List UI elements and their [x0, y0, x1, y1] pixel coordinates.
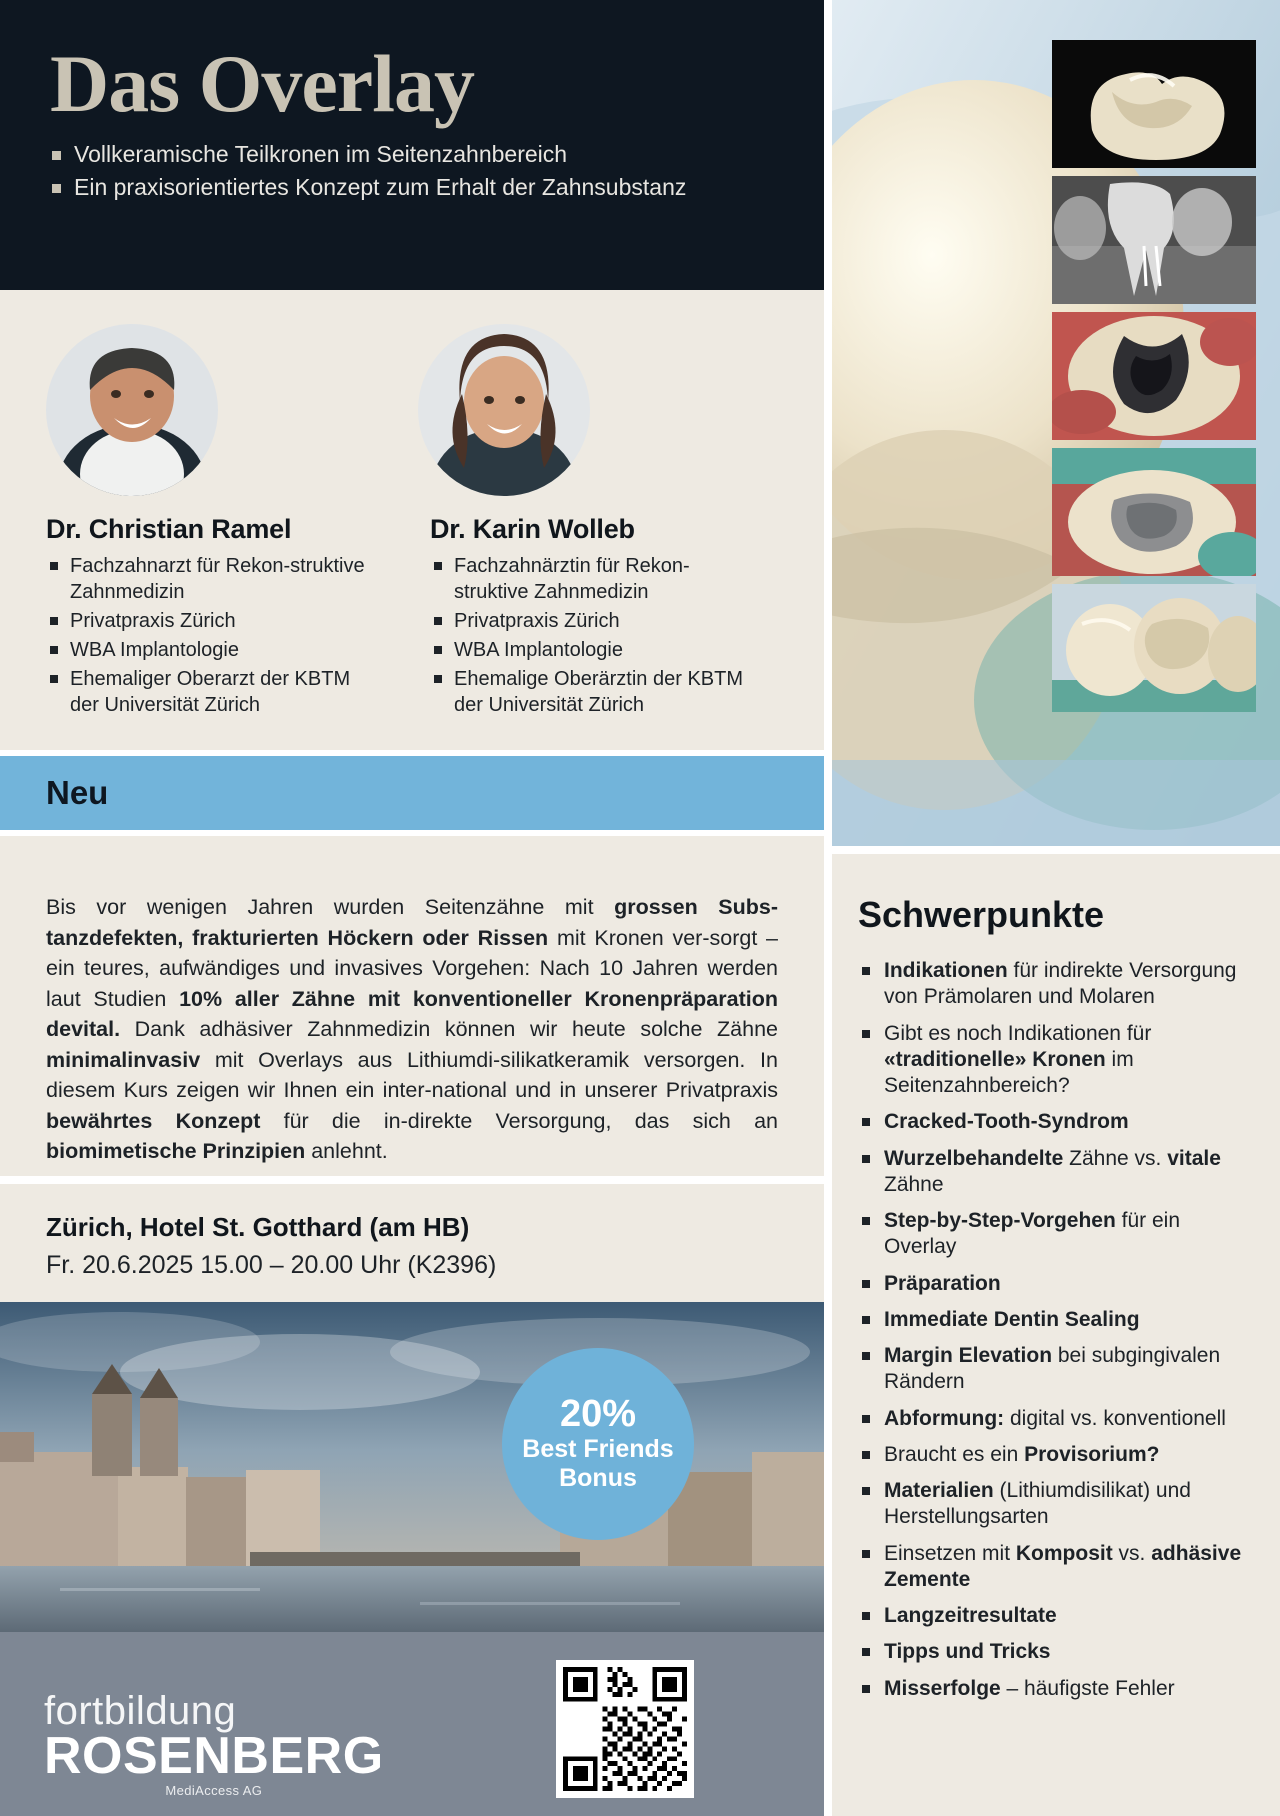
credential-item: Ehemaliger Oberarzt der KBTM der Universität Zürich [46, 666, 376, 718]
speaker-credentials [430, 553, 748, 718]
focus-item: Tipps und Tricks [858, 1639, 1250, 1665]
page-title: Das Overlay [50, 38, 474, 129]
focus-item: Einsetzen mit Komposit vs. adhäsive Zemente [858, 1541, 1250, 1594]
avatar [46, 324, 218, 496]
focus-item: Misserfolge – häufigste Fehler [858, 1676, 1250, 1702]
speaker-name: Dr. Karin Wolleb [430, 514, 635, 544]
speaker-card-wolleb [418, 324, 748, 721]
qr-code[interactable] [556, 1660, 694, 1798]
focus-item: Gibt es noch Indikationen für «traditionelle» Kronen im Seitenzahnbereich? [858, 1021, 1250, 1100]
badge-percent: 20% [559, 1393, 637, 1436]
venue-date: Fr. 20.6.2025 15.00 – 20.00 Uhr (K2396) [46, 1251, 497, 1279]
speaker-name: Dr. Christian Ramel [46, 514, 292, 544]
focus-item: Wurzelbehandelte Zähne vs. vitale Zähne [858, 1146, 1250, 1199]
clinical-photo-panel [824, 0, 1280, 846]
discount-badge [502, 1348, 694, 1540]
speaker-row [46, 324, 778, 721]
focus-list [858, 958, 1250, 1702]
logo-line-mediaccess: MediAccess AG [165, 1783, 263, 1798]
speaker-card-ramel [46, 324, 376, 721]
focus-item: Materialien (Lithiumdisilikat) und Herstellungsarten [858, 1478, 1250, 1531]
organizer-logo [44, 1689, 384, 1798]
thumb-dental-xray [1052, 176, 1256, 304]
thumb-prepared-cavity [1052, 312, 1256, 440]
focus-item: Präparation [858, 1271, 1250, 1297]
logo-line-fortbildung: fortbildung [44, 1689, 237, 1734]
focus-item: Langzeitresultate [858, 1603, 1250, 1629]
credential-item: Fachzahnarzt für Rekon-struktive Zahnmedizin [46, 553, 376, 605]
focus-item: Step-by-Step-Vorgehen für ein Overlay [858, 1208, 1250, 1261]
hero-bullet-list [46, 140, 778, 202]
focus-topics-section [824, 854, 1280, 1816]
credential-item: Privatpraxis Zürich [46, 608, 376, 634]
city-photo [0, 1302, 824, 1816]
focus-title: Schwerpunkte [858, 894, 1105, 935]
focus-item: Immediate Dentin Sealing [858, 1307, 1250, 1333]
avatar [418, 324, 590, 496]
new-banner [0, 750, 824, 836]
venue-section [0, 1184, 824, 1302]
badge-line2: Bonus [559, 1463, 637, 1492]
focus-item: Margin Elevation bei subgingivalen Rändern [858, 1343, 1250, 1396]
thumb-ceramic-overlay [1052, 40, 1256, 168]
focus-item: Abformung: digital vs. konventionell [858, 1406, 1250, 1432]
thumb-seated-overlay [1052, 584, 1256, 712]
hero-bullet: Ein praxisorientiertes Konzept zum Erhalt der Zahnsubstanz [46, 173, 778, 202]
credential-item: Fachzahnärztin für Rekon-struktive Zahnmedizin [430, 553, 748, 605]
logo-line-rosenberg: ROSENBERG [44, 1727, 384, 1785]
credential-item: WBA Implantologie [46, 637, 376, 663]
new-banner-label: Neu [46, 774, 109, 811]
hero-bullet: Vollkeramische Teilkronen im Seitenzahnbereich [46, 140, 778, 169]
thumb-amalgam-removal [1052, 448, 1256, 576]
focus-item: Cracked-Tooth-Syndrom [858, 1109, 1250, 1135]
speakers-section [0, 290, 824, 750]
credential-item: WBA Implantologie [430, 637, 748, 663]
column-divider [824, 0, 832, 1816]
description-text: Bis vor wenigen Jahren wurden Seitenzähne mit grossen Subs-tanzdefekten, frakturierten Höckern oder Rissen mit Kronen ver-sorgt – ein teures, aufwändiges und invasives Vorgehen: Nach 10 Jahren werden laut Studien 10% aller Zähne mit konventioneller Kronenpräparation devital. Dank adhäsiver Zahnmedizin können wir heute solche Zähne minimalinvasiv mit Overlays aus Lithiumdi-silikatkeramik versorgen. In diesem Kurs zeigen wir Ihnen ein inter-national und in unserer Privatpraxis bewährtes Konzept für die in-direkte Versorgung, das sich an biomimetische Prinzipien anlehnt. [46, 895, 778, 1164]
speaker-credentials [46, 553, 376, 718]
description-section [0, 836, 824, 1176]
right-column [824, 0, 1280, 1816]
thumbnail-strip [1052, 40, 1256, 712]
focus-item: Braucht es ein Provisorium? [858, 1442, 1250, 1468]
credential-item: Privatpraxis Zürich [430, 608, 748, 634]
hero-section [0, 0, 824, 290]
credential-item: Ehemalige Oberärztin der KBTM der Universität Zürich [430, 666, 748, 718]
venue-place: Zürich, Hotel St. Gotthard (am HB) [46, 1212, 470, 1242]
badge-line1: Best Friends [522, 1435, 674, 1464]
focus-item: Indikationen für indirekte Versorgung von Prämolaren und Molaren [858, 958, 1250, 1011]
